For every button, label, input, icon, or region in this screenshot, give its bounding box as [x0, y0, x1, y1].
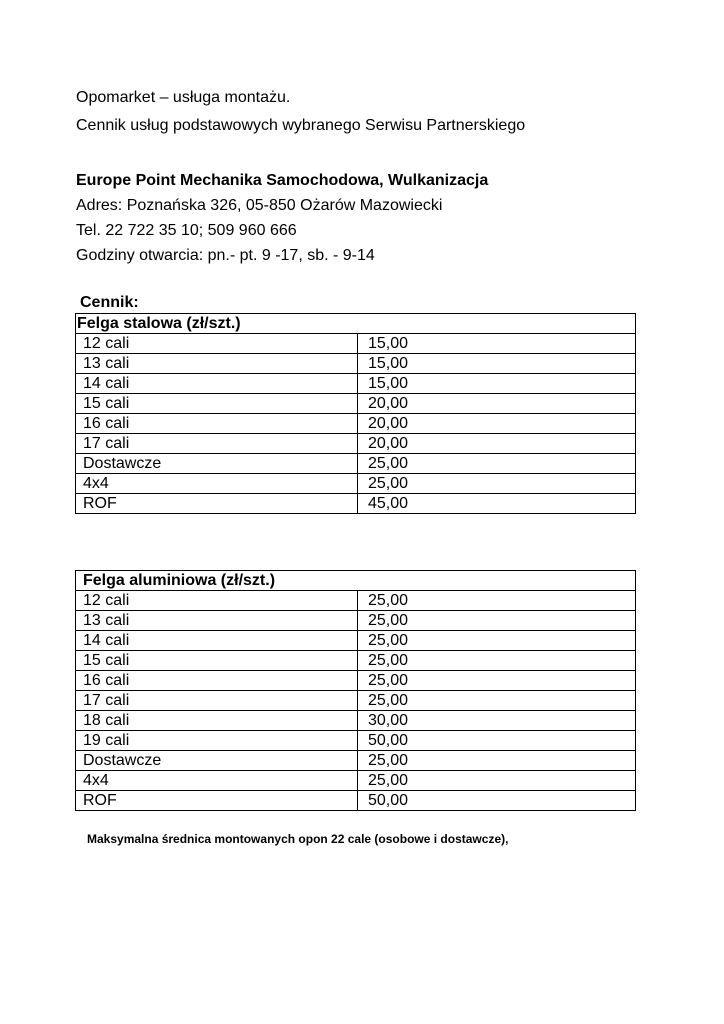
price-cell: 25,00	[358, 771, 636, 791]
size-cell: 12 cali	[76, 334, 358, 354]
partner-hours: Godziny otwarcia: pn.- pt. 9 -17, sb. - 9-14	[76, 247, 375, 264]
size-cell: 16 cali	[76, 671, 358, 691]
size-cell: ROF	[76, 494, 358, 514]
footnote: Maksymalna średnica montowanych opon 22 cale (osobowe i dostawcze),	[87, 832, 509, 846]
price-cell: 20,00	[358, 394, 636, 414]
size-cell: 4x4	[76, 474, 358, 494]
price-cell: 50,00	[358, 731, 636, 751]
alu-table-title: Felga aluminiowa (zł/szt.)	[76, 571, 636, 591]
price-cell: 25,00	[358, 671, 636, 691]
price-cell: 25,00	[358, 691, 636, 711]
price-cell: 20,00	[358, 434, 636, 454]
cennik-label: Cennik:	[80, 294, 139, 311]
table-row	[76, 494, 636, 514]
price-cell: 25,00	[358, 474, 636, 494]
steel-table-title: Felga stalowa (zł/szt.)	[76, 314, 636, 334]
price-cell: 15,00	[358, 374, 636, 394]
header-line-1: Opomarket – usługa montażu.	[76, 89, 291, 106]
table-row	[76, 454, 636, 474]
price-cell: 50,00	[358, 791, 636, 811]
price-cell: 25,00	[358, 751, 636, 771]
table-row	[76, 591, 636, 611]
partner-phone: Tel. 22 722 35 10; 509 960 666	[76, 222, 297, 239]
size-cell: Dostawcze	[76, 454, 358, 474]
table-row	[76, 651, 636, 671]
table-row	[76, 414, 636, 434]
table-row	[76, 334, 636, 354]
table-row	[76, 691, 636, 711]
size-cell: 19 cali	[76, 731, 358, 751]
size-cell: 15 cali	[76, 651, 358, 671]
price-cell: 15,00	[358, 354, 636, 374]
table-row	[76, 354, 636, 374]
table-header-row	[76, 314, 636, 334]
size-cell: 15 cali	[76, 394, 358, 414]
price-cell: 25,00	[358, 651, 636, 671]
price-cell: 25,00	[358, 454, 636, 474]
size-cell: Dostawcze	[76, 751, 358, 771]
header-line-2: Cennik usług podstawowych wybranego Serwisu Partnerskiego	[76, 117, 526, 134]
price-cell: 25,00	[358, 591, 636, 611]
table-row	[76, 631, 636, 651]
size-cell: ROF	[76, 791, 358, 811]
table-row	[76, 671, 636, 691]
size-cell: 17 cali	[76, 691, 358, 711]
price-cell: 15,00	[358, 334, 636, 354]
price-cell: 20,00	[358, 414, 636, 434]
size-cell: 18 cali	[76, 711, 358, 731]
table-row	[76, 731, 636, 751]
size-cell: 14 cali	[76, 374, 358, 394]
size-cell: 13 cali	[76, 354, 358, 374]
table-row	[76, 711, 636, 731]
table-row	[76, 374, 636, 394]
size-cell: 12 cali	[76, 591, 358, 611]
size-cell: 14 cali	[76, 631, 358, 651]
table-row	[76, 611, 636, 631]
size-cell: 4x4	[76, 771, 358, 791]
steel-rim-price-table	[75, 313, 636, 514]
partner-address: Adres: Poznańska 326, 05-850 Ożarów Mazowiecki	[76, 197, 443, 214]
table-header-row	[76, 571, 636, 591]
alu-rim-price-table	[75, 570, 636, 811]
table-row	[76, 474, 636, 494]
price-cell: 30,00	[358, 711, 636, 731]
table-row	[76, 751, 636, 771]
size-cell: 13 cali	[76, 611, 358, 631]
price-cell: 25,00	[358, 611, 636, 631]
partner-name: Europe Point Mechanika Samochodowa, Wulkanizacja	[76, 172, 489, 189]
size-cell: 17 cali	[76, 434, 358, 454]
table-row	[76, 791, 636, 811]
table-row	[76, 394, 636, 414]
price-cell: 45,00	[358, 494, 636, 514]
price-cell: 25,00	[358, 631, 636, 651]
table-row	[76, 771, 636, 791]
size-cell: 16 cali	[76, 414, 358, 434]
table-row	[76, 434, 636, 454]
